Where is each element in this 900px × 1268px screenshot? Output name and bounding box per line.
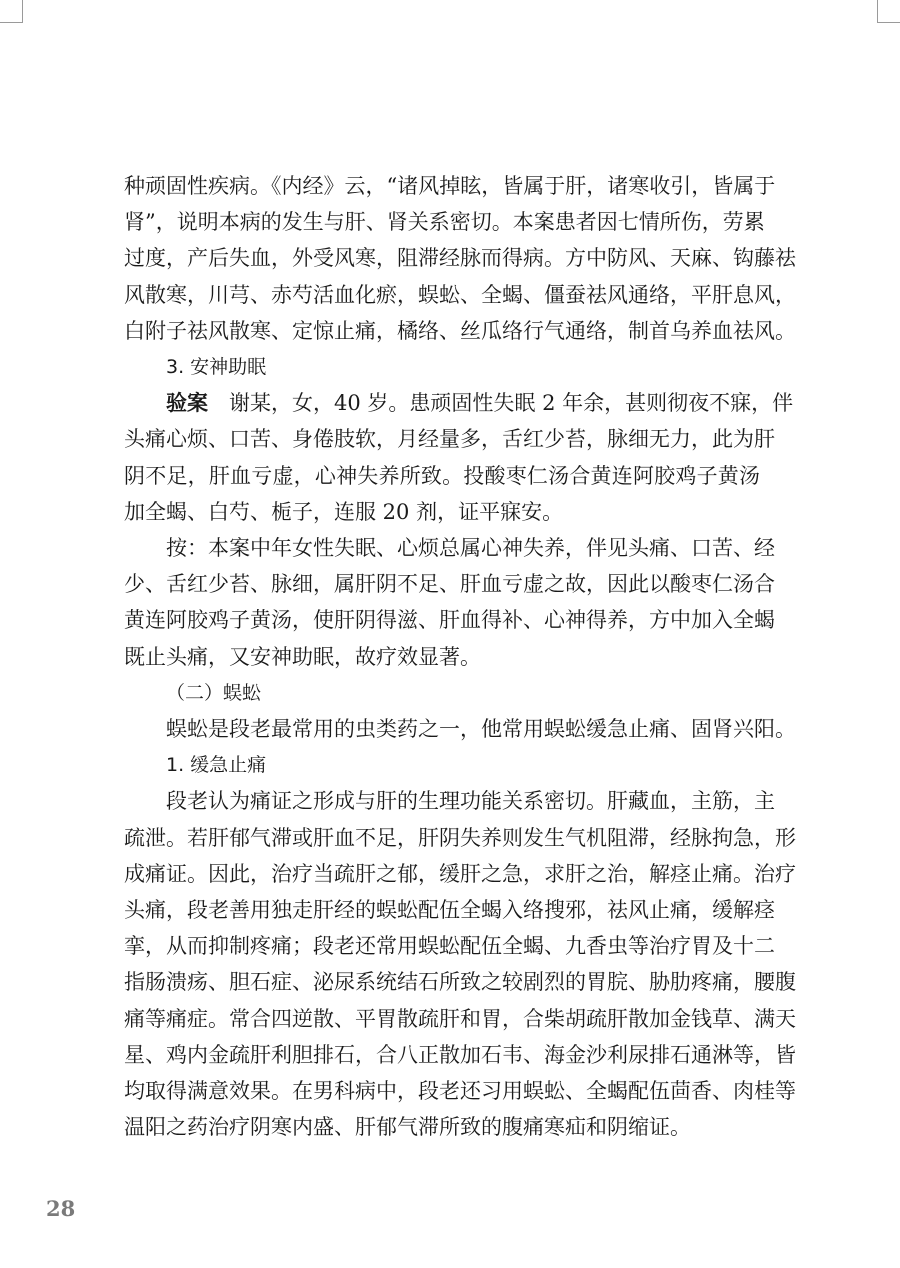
subheading-1: 1. 缓急止痛 [166, 754, 267, 777]
text-line: 痛等痛症。常合四逆散、平胃散疏肝和胃，合柴胡疏肝散加金钱草、满天 [124, 1006, 796, 1031]
body-first-line: 段老认为痛证之形成与肝的生理功能关系密切。肝藏血，主筋，主 [166, 789, 775, 814]
text-line: 头痛，段老善用独走肝经的蜈蚣配伍全蝎入络搜邪，祛风止痛，缓解痉 [124, 898, 775, 923]
text-line: 白附子祛风散寒、定惊止痛，橘络、丝瓜络行气通络，制首乌养血祛风。 [124, 318, 796, 343]
case-label: 验案 [166, 391, 208, 416]
text-line: 指肠溃疡、胆石症、泌尿系统结石所致之较剧烈的胃脘、胁肋疼痛，腰腹 [124, 970, 796, 995]
section-heading: （二）蜈蚣 [166, 681, 262, 704]
text-line: 既止头痛，又安神助眠，故疗效显著。 [124, 644, 481, 669]
page-body [124, 168, 796, 1145]
page-number: 28 [46, 1196, 76, 1221]
text-line: 头痛心烦、口苦、身倦肢软，月经量多，舌红少苔，脉细无力，此为肝 [124, 427, 775, 452]
text-line: 成痛证。因此，治疗当疏肝之郁，缓肝之急，求肝之治，解痉止痛。治疗 [124, 861, 796, 886]
text-line: 黄连阿胶鸡子黄汤，使肝阴得滋、肝血得补、心神得养，方中加入全蝎 [124, 608, 775, 633]
text-line: 少、舌红少苔、脉细，属肝阴不足、肝血亏虚之故，因此以酸枣仁汤合 [124, 572, 775, 597]
case-first-line [124, 385, 794, 421]
text-line: 星、鸡内金疏肝利胆排石，合八正散加石韦、海金沙利尿排石通淋等，皆 [124, 1042, 796, 1067]
intro-line: 蜈蚣是段老最常用的虫类药之一，他常用蜈蚣缓急止痛、固肾兴阳。 [166, 717, 796, 742]
note-first-line: 按：本案中年女性失眠、心烦总属心神失养，伴见头痛、口苦、经 [166, 536, 775, 561]
subheading-3: 3. 安神助眠 [166, 356, 267, 379]
text-line: 肾”，说明本病的发生与肝、肾关系密切。本案患者因七情所伤，劳累 [124, 210, 765, 235]
text-line: 均取得满意效果。在男科病中，段老还习用蜈蚣、全蝎配伍茴香、肉桂等 [124, 1079, 796, 1104]
text-line: 加全蝎、白芍、栀子，连服 20 剂，证平寐安。 [124, 499, 564, 524]
case-text: 谢某，女，40 岁。患顽固性失眠 2 年余，甚则彻夜不寐，伴 [208, 391, 794, 416]
text-line: 种顽固性疾病。《内经》云，“诸风掉眩，皆属于肝，诸寒收引，皆属于 [124, 174, 776, 198]
text-line: 阴不足，肝血亏虚，心神失养所致。投酸枣仁汤合黄连阿胶鸡子黄汤 [124, 463, 760, 488]
text-line: 过度，产后失血，外受风寒，阻滞经脉而得病。方中防风、天麻、钩藤祛 [124, 246, 796, 271]
text-line: 温阳之药治疗阴寒内盛、肝郁气滞所致的腹痛寒疝和阴缩证。 [124, 1115, 691, 1140]
crop-mark-top-right [877, 0, 900, 23]
text-line: 疏泄。若肝郁气滞或肝血不足，肝阴失养则发生气机阻滞，经脉拘急，形 [124, 825, 796, 850]
text-line: 挛，从而抑制疼痛；段老还常用蜈蚣配伍全蝎、九香虫等治疗胃及十二 [124, 934, 775, 959]
text-line: 风散寒，川芎、赤芍活血化瘀，蜈蚣、全蝎、僵蚕祛风通络，平肝息风， [124, 282, 796, 307]
crop-mark-top-left [0, 0, 23, 23]
